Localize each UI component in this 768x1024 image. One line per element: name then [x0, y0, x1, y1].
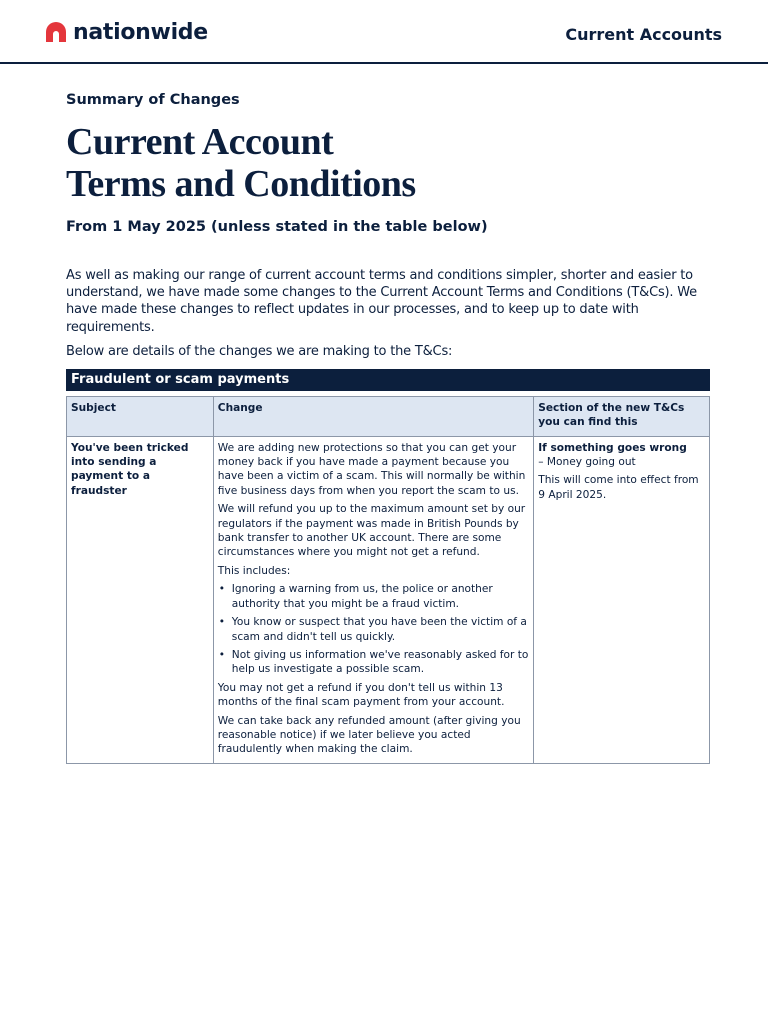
change-para: This includes:	[217, 564, 291, 577]
header-subject: Subject	[67, 396, 214, 436]
header-section: Section of the new T&Cs you can find this	[534, 396, 710, 436]
table-row	[67, 436, 710, 763]
document-body	[66, 92, 710, 764]
effective-date: From 1 May 2025 (unless stated in the table below)	[66, 219, 488, 235]
subject-cell: You've been tricked into sending a payment to a fraudster	[67, 436, 214, 763]
list-item	[218, 615, 529, 644]
intro-lead-in: Below are details of the changes we are making to the T&Cs:	[66, 343, 453, 359]
changes-table	[66, 396, 710, 764]
section-cell	[534, 436, 710, 763]
change-para: We will refund you up to the maximum amount set by our regulators if the payment was made in British Pounds by bank transfer to another UK account. There are some circumstances where you might not get a refund.	[217, 503, 526, 559]
change-para: You may not get a refund if you don't tell us within 13 months of the final scam payment from your account.	[217, 681, 505, 709]
bullet-glyph: •	[218, 583, 226, 596]
intro-paragraph: As well as making our range of current account terms and conditions simpler, shorter and easier to understand, we have made some changes to the Current Account Terms and Conditions (T&Cs). We have made these changes to reflect updates in our processes, and to keep up to date with requirements.	[66, 268, 697, 335]
exclusions-list	[218, 582, 529, 676]
section-title-bar: Fraudulent or scam payments	[66, 369, 710, 391]
change-para: We can take back any refunded amount (after giving you reasonable notice) if we later believe you acted fraudulently when making the claim.	[217, 714, 521, 756]
section-label: Current Accounts	[565, 25, 722, 44]
logo-text: nationwide	[73, 19, 208, 45]
page-title	[66, 121, 710, 205]
section-subname: – Money going out	[538, 456, 636, 469]
title-line-1: Current Account	[66, 121, 334, 163]
table-header-row	[67, 396, 710, 436]
section-name: If something goes wrong	[538, 441, 687, 454]
header-change: Change	[213, 396, 533, 436]
page-header	[0, 0, 768, 64]
kicker: Summary of Changes	[66, 92, 240, 108]
list-item-text: Not giving us information we've reasonably asked for to help us investigate a possible scam.	[231, 648, 529, 676]
list-item-text: Ignoring a warning from us, the police or another authority that you might be a fraud victim.	[231, 583, 493, 610]
nationwide-logo[interactable]	[44, 18, 208, 46]
section-reference	[538, 441, 705, 455]
list-item-text: You know or suspect that you have been the victim of a scam and didn't tell us quickly.	[231, 616, 527, 643]
change-para: We are adding new protections so that you can get your money back if you have made a payment because you have been a victim of a scam. This will normally be within five business days from when you report the scam to us.	[217, 441, 526, 497]
list-item	[218, 648, 529, 677]
nationwide-roof-icon	[44, 20, 68, 44]
bullet-glyph: •	[218, 648, 226, 661]
list-item	[218, 582, 529, 611]
bullet-glyph: •	[218, 616, 226, 629]
title-line-2: Terms and Conditions	[66, 163, 416, 205]
change-cell	[213, 436, 533, 763]
section-note: This will come into effect from 9 April 2025.	[538, 474, 699, 501]
